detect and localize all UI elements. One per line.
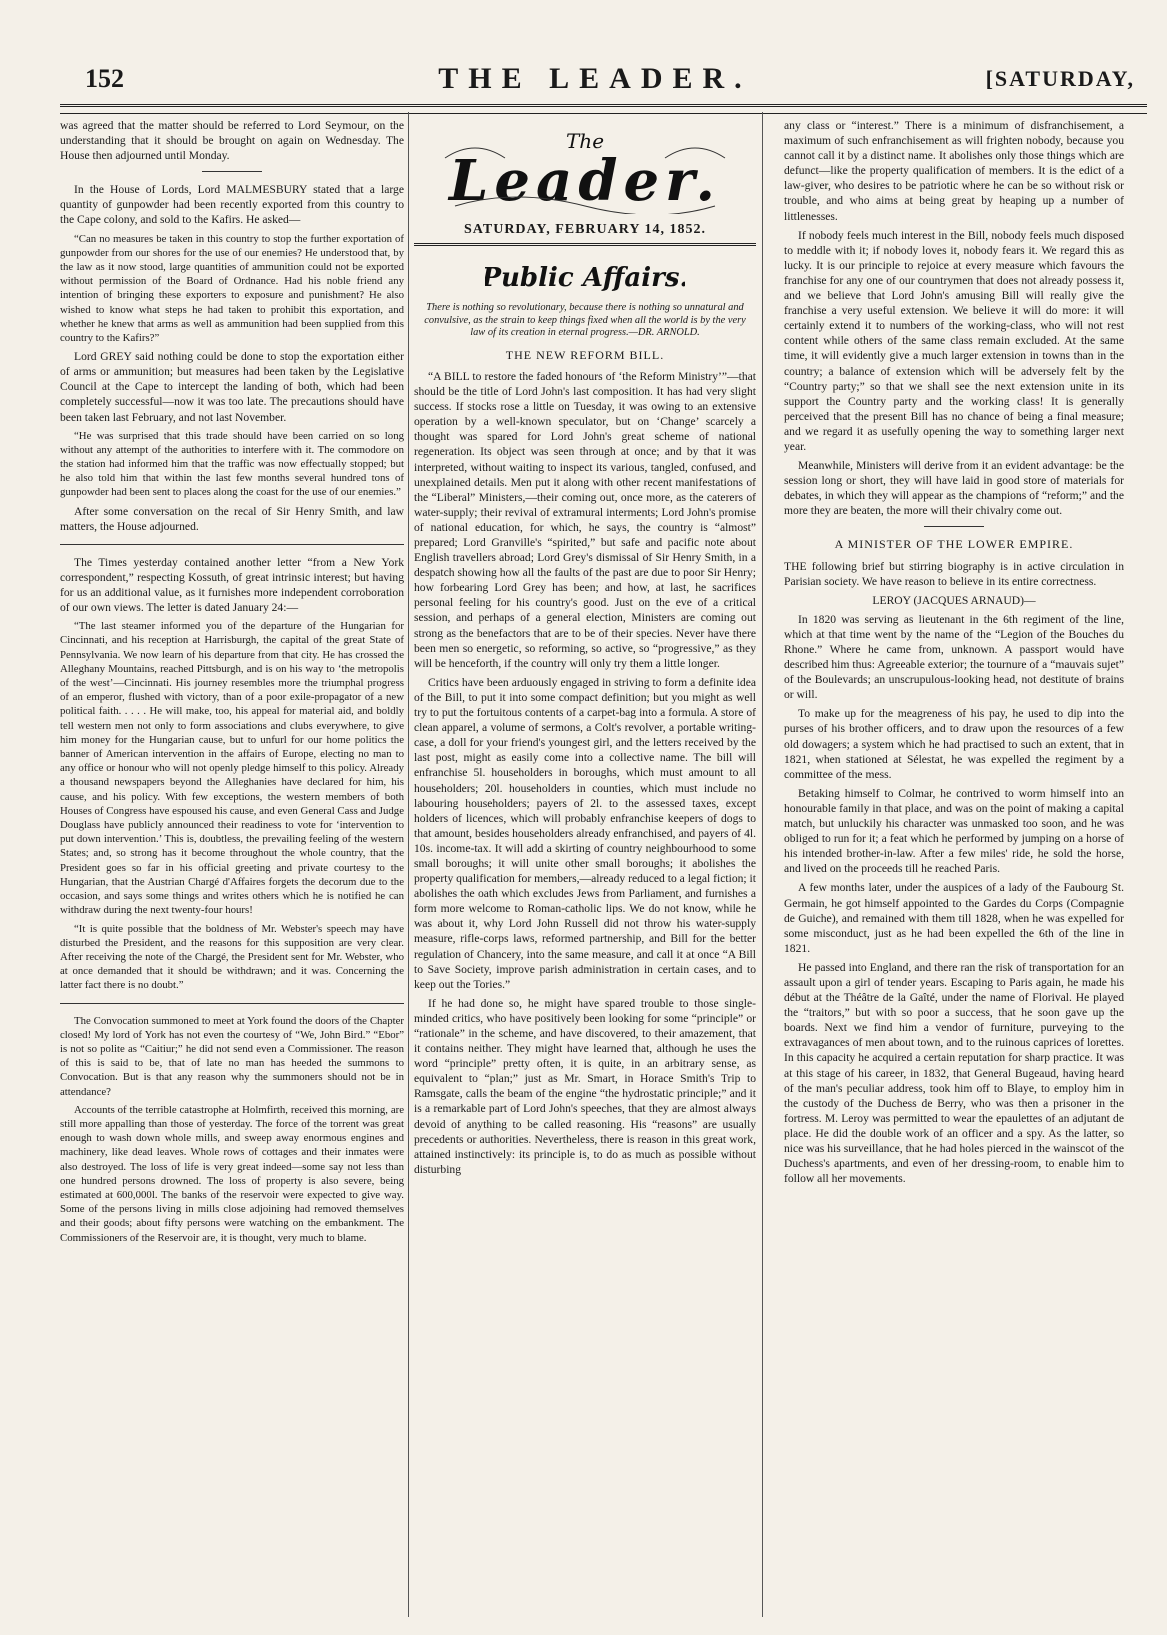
public-affairs-blackletter [485, 256, 685, 296]
running-date: [SATURDAY, [985, 66, 1135, 91]
article-paragraph: was agreed that the matter should be referred to Lord Seymour, on the understanding that it should be brought on again on Wednesday. The House then adjourned until Monday. [60, 119, 404, 163]
article-paragraph: Betaking himself to Colmar, he contrived to worm himself into an honourable family in that place, and was on the point of making a capital match, but unluckily his character was unmasked too soon, and he was obliged to run for it; a feat which he performed by jumping on a horse of his intended brother-in-law. After a few miles' ride, he sold the horse, and lived on the proceeds till he reached Paris. [784, 786, 1124, 876]
header-rule [60, 104, 1147, 114]
biography-subhead: LEROY (JACQUES ARNAUD)— [872, 593, 1036, 607]
article-paragraph: THE following brief but stirring biography is in active circulation in Parisian society. We have reason to believe in its entire correctness. [784, 559, 1124, 588]
article-paragraph: A few months later, under the auspices of a lady of the Faubourg St. Germain, he got himself appointed to the Gardes du Corps (Compagnie de Guiche), and remained with them till 1828, when he was expelled for some misconduct, just as he had been expelled the 6th of the line in 1821. [784, 881, 1124, 955]
article-paragraph: To make up for the meagreness of his pay, he used to dip into the purses of his brother officers, and to draw upon the resources of a few old dowagers; a system which he had practised to such an extent, that in 1821, when stationed at Sélestat, he was expelled the regiment by a committee of the mess. [784, 707, 1124, 781]
page-number: 152 [85, 64, 124, 93]
article-paragraph: Accounts of the terrible catastrophe at Holmfirth, received this morning, are still more appalling than those of yesterday. The force of the torrent was great enough to wash down whole mills, and sweep away enormous engines and machinery, like dead leaves. Whole rows of cottages and their inmates were also destroyed. The loss of life is very great indeed—some say not less than one hundred persons drowned. The loss of property is also severe, being estimated at 600,000l. The banks of the reservoir were expected to give way. Some of the persons living in mills close adjoining had removed themselves and their goods; about fifty persons were watching on the embankment. The Commissioners of the Reservoir are, it is thought, very much to blame. [60, 1103, 404, 1244]
page-header [55, 60, 1135, 100]
quoted-paragraph: “He was surprised that this trade should have been carried on so long without any attempt of the authorities to interfere with it. The commodore on the station had informed him that the traffic was now effectually stopped; but he also told him that within the last few months several hundred tons of gunpowder had been sent to places along the coast for the use of our enemies.” [60, 429, 404, 499]
masthead-title: THE LEADER. [438, 62, 752, 95]
svg-text:Leader.: Leader. [449, 148, 721, 214]
article-paragraph: In 1820 was serving as lieutenant in the 6th regiment of the line, which at that time went by the name of the “Legion of the Bouches du Rhone.” Where he came from, unknown. A passport would have described him thus: Agreeable exterior; the tournure of a “mauvais sujet” of the Boulevards; an unscrupulous-looking head, not destitute of brains or will. [784, 612, 1124, 702]
article-paragraph: Meanwhile, Ministers will derive from it an evident advantage: be the session long or short, they will have laid in good store of materials for debates, in which they will appear as the champions of “reform;” and the more they are beaten, the more will their chivalry come out. [784, 459, 1124, 518]
section-title [414, 256, 756, 296]
separator-rule [202, 171, 262, 172]
quoted-paragraph: “Can no measures be taken in this country to stop the further exportation of gunpowder from our shores for the use of our enemies? He understood that, by the law as it now stood, large quantities of ammunition could not be exported without permission of the Board of Ordnance. Had his noble friend any intention of bringing these exporters to exposure and punishment? He also wished to know what steps he had taken to prohibit this exportation, and whether he knew that arms as well as ammunition had been supplied from this country to the Kafirs?” [60, 232, 404, 344]
section-title-text: Public Affairs. [485, 263, 685, 294]
separator-rule [60, 544, 404, 545]
article-paragraph: The Times yesterday contained another letter “from a New York correspondent,” respecting Kossuth, of great intrinsic interest; but having for us an additional value, as it furnishes more independent corroboration of our own views. The letter is dated January 24:— [60, 555, 404, 615]
column-divider-2 [762, 112, 763, 1617]
quoted-paragraph: “It is quite possible that the boldness of Mr. Webster's speech may have disturbed the President, and the reasons for this supposition are very clear. After receiving the note of the Chargé, the President sent for Mr. Webster, who at once demanded that it should be withdrawn; and it was. Concerning the latter fact there is no doubt.” [60, 922, 404, 992]
leader-logo-graphic [435, 118, 735, 214]
issue-date: SATURDAY, FEBRUARY 14, 1852. [414, 220, 756, 246]
article-paragraph: The Convocation summoned to meet at York found the doors of the Chapter closed! My lord of York has not even the courtesy of “We, John Bird.” “Ebor” is not so polite as “Caitiur;” he did not send even a Commissioner. The reason of this is said to be, that of late no man has heeded the summons to Convocation. But is that any reason why the summoners should not be in attendance? [60, 1014, 404, 1098]
article-paragraph: Lord GREY said nothing could be done to stop the exportation either of arms or ammunition; but measures had been taken by the Legislative Council at the Cape to intercept the landing of both, which had been completely successful—now it was too late. The precautions should have been taken last February, and not last November. [60, 350, 404, 424]
column-2 [414, 118, 756, 1181]
article-title: A MINISTER OF THE LOWER EMPIRE. [834, 537, 1074, 552]
column-divider-1 [408, 112, 409, 1617]
article-paragraph: In the House of Lords, Lord MALMESBURY stated that a large quantity of gunpowder had been recently exported from this country to the Cape colony, and sold to the Kafirs. He asked— [60, 183, 404, 227]
the-leader-logo [414, 118, 756, 216]
article-title: THE NEW REFORM BILL. [505, 347, 665, 362]
motto-quote: There is nothing so revolutionary, because there is nothing so unnatural and convulsive, as the strain to keep things fixed when all the world is by the very law of its creation in eternal progress.—DR. ARNOLD. [424, 302, 746, 339]
article-paragraph: If he had done so, he might have spared trouble to those single-minded critics, who have positively been looking for some “principle” or “rationale” in the scheme, and have discovered, to their amazement, that it contains neither. They might have learned that, although he uses the word “principle” pretty often, it is quite, in an arbitrary sense, as equivalent to “plan;” just as Mr. Smart, in Horace Smith's Trip to Ramsgate, calls the beam of the engine “the hydrostatic principle;” and it is a remarkable part of Lord John's speeches, that they are almost always devoid of anything to be called reasoning. His “reasons” are usually precedents or authorities. Nevertheless, there is reason in this great work, attained instinctively: its principle is, to do as much as possible without disturbing [414, 996, 756, 1176]
svg-text:The: The [565, 129, 605, 153]
article-paragraph: “A BILL to restore the faded honours of ‘the Reform Ministry’”—that should be the title of Lord John's last composition. It has had very slight success. If stocks rose a little on Tuesday, it was owing to an extensive operation by a well-known speculator, but on ‘Change’ scarcely a thought was spared for Lord John's great scheme of national regeneration. Its object was seen through at once; and by that it was interpreted, without waiting to inspect its various, tangled, confused, and unexplained details. Men put it along with other recent manifestations of the “Liberal” Ministers,—their coming out, once more, as the caterers of water-supply; their revival of extramural interments; Lord John's promise of national education, for which, he says, the country is “almost” prepared; Lord Granville's “spirited,” but safe and pacific note about English travellers abroad; Lord Grey's dismissal of Sir Henry Smith, in a despatch showing how all the faults of the past are due to poor Sir Henry; how forbearing Lord Grey has been; and how, at last, he sacrifices personal feeling for his country's good. Just on the eve of a critical session, and perhaps of a general election, Ministers are coming out strong as the benefactors that are to be of their species. Never have there been men so energetic, so reforming, so active, so “progressive,” as they will be henceforth, if the country will only try them a little longer. [414, 369, 756, 670]
quoted-paragraph: “The last steamer informed you of the departure of the Hungarian for Cincinnati, and his reception at Harrisburgh, the capital of the great State of Pennsylvania. We now learn of his departure from that city. He has crossed the Alleghany Mountains, reached Pittsburgh, and is on his way to ‘the metropolis of the west’—Cincinnati. His journey resembles more the triumphal progress of an emperor, flushed with victory, than of a poor exile-propagator of a new political faith. . . . . He will make, too, his appeal for material aid, and boldly tell western men not only to form associations and clubs everywhere, to give him money for the Hungarian cause, but to unfurl for our home politics the banner of American intervention in the affairs of Europe, electing no man to any office or honour who will not openly pledge himself to this policy. Already a thousand newspapers beyond the Alleghanies have declared for him, his cause, and his policy. With few exceptions, the western members of both Houses of Congress have espoused his cause, and even General Cass and Judge Douglass have publicly announced their readiness to vote for ‘intervention to put down intervention.’ This is, doubtless, the prevailing feeling of the western States; and, so strong has it become throughout the whole country, that the President goes so far in his official greeting and private courtesy to the Hungarian, that the Austrian Chargé d'Affaires forgets the decorum due to the occasion, and says some things and writes others which he is notified he can withdraw during the next twenty-four hours! [60, 620, 404, 917]
article-paragraph: He passed into England, and there ran the risk of transportation for an assault upon a girl of tender years. Escaping to Paris again, he made his début at the Théâtre de la Gaîté, under the name of Florival. He played the “traitors,” but with so poor a success, that he soon gave up the boards. Next we find him a vendor of furniture, purveying to the extravagances of men about town, and to the ruinous caprices of lorettes. In this capacity he acquired a certain reputation for sharp practice. It was at this stage of his career, in 1832, that General Bugeaud, having heard of the man's peculiar address, took him off to Blaye, to employ him in the custody of the Duchess de Berry, who was then a prisoner in the fortress. M. Leroy was permitted to wear the epaulettes of an adjutant de place. He did the double work of an officer and a spy. As the latter, so nice was his surveillance, that he had holes pierced in the wainscot of the Duchess's apartments, and even of her dressing-room, to enable him to follow all her movements. [784, 960, 1124, 1186]
article-paragraph: Critics have been arduously engaged in striving to form a definite idea of the Bill, to put it into some compact definition; but you might as well try to put the fortuitous contents of a carpet-bag into a formula. A store of clean apparel, a volume of sermons, a Colt's revolver, a portable writing-case, a doll for your friend's youngest girl, and the letters received by the last post, might as easily come into a collective name. The bill will enfranchise 5l. householders in boroughs, which must amount to all householders; 20l. householders in counties, which must include no labouring householders; payers of 2l. to the assessed taxes, except holders of licences, which will probably enfranchise keepers of dogs to that amount, besides householders already enfranchised, and payers of 4l. 10s. income-tax. It will add a skirting of country neighbourhood to some small boroughs; it will unite other small boroughs; it abolishes the property qualification for members,—already reduced to a legal fiction; it abolishes the oath which excludes Jews from Parliament, and furnishes a form more welcome to Roman-catholic lips. We do not know, while he was about it, why Lord John Russell did not throw his water-supply measure, rifle-corps laws, reformed partnership, and Bill for the better regulation of Chancery, into the same measure, and call it at once “A Bill to Save Society, improve parish administration in certain cases, and to keep out the Tories.” [414, 675, 756, 991]
column-3 [784, 118, 1124, 1190]
column-1 [60, 118, 404, 1249]
separator-rule [60, 1003, 404, 1004]
article-paragraph: any class or “interest.” There is a minimum of disfranchisement, a maximum of such enfranchisement as will frighten nobody, because you cannot call it by a distinct name. It abolishes only those things which are defunct—like the property qualification of members. It is the edict of a law-giver, who desires to be patriotic where he can be so without risk or trouble, and who aims at being great by heaping up a number of littlenesses. [784, 119, 1124, 223]
article-paragraph: If nobody feels much interest in the Bill, nobody feels much disposed to meddle with it; if nobody loves it, nobody fears it. We regard this as lucky. It is our principle to rejoice at every measure which favours the franchise for any one of our countrymen that does not already possess it, and we believe that Lord John's amusing Bill will really give the franchise a very useful extension. We believe it will do more: it will certainly extend it to numbers of the working-class, who will not rest content while others of the same class remain excluded. At the same time, it will evidently give a much larger extension in towns than in the country; a balance of extension which will be adversely felt by the “Country party;” so that we shall see the next extension unite in its support the Country party and the working class! It is generally perceived that the present Bill has no chance of being a final measure; and we regard it as usefully opening the way to something larger next year. [784, 228, 1124, 453]
article-paragraph: After some conversation on the recal of Sir Henry Smith, and law matters, the House adjourned. [60, 504, 404, 533]
separator-rule [924, 526, 984, 527]
